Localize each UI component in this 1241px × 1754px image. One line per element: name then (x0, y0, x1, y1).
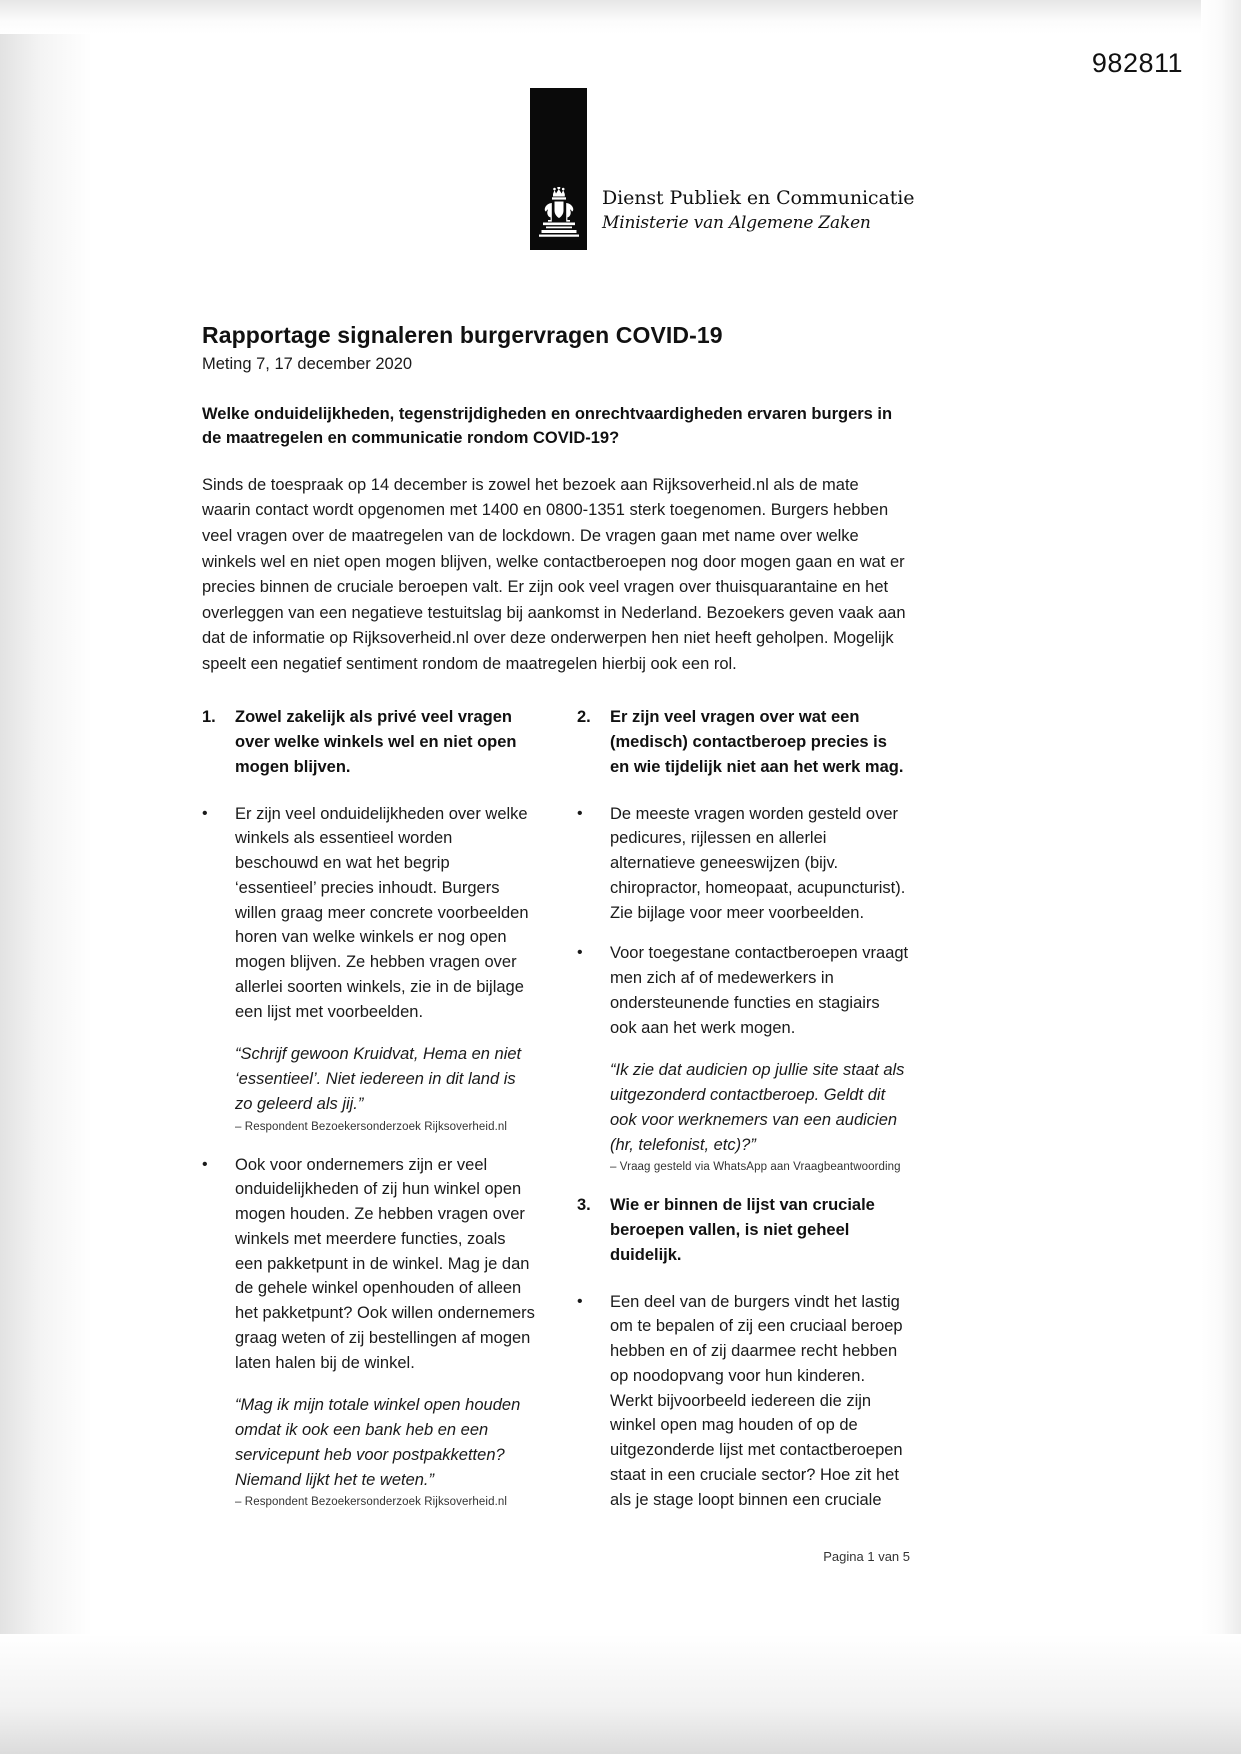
scan-edge-bottom (0, 1634, 1241, 1754)
quotation-attribution: – Vraag gesteld via WhatsApp aan Vraagbeantwoording (610, 1161, 901, 1174)
quotation: “Schrijf gewoon Kruidvat, Hema en niet ‘essentieel’. Niet iedereen in dit land is zo geleerd als jij.” (235, 1045, 522, 1113)
item-heading: Er zijn veel vragen over wat een (medisch) contactberoep precies is en wie tijdelijk niet aan het werk mag. (610, 708, 904, 776)
left-column (202, 705, 535, 1528)
scan-edge-top (0, 0, 1241, 34)
ministry-logo (530, 88, 914, 250)
bullet-text: De meeste vragen worden gesteld over pedicures, rijlessen en allerlei alternatieve geneeswijzen (bijv. chiropractor, homeopaat, acupuncturist). Zie bijlage voor meer voorbeelden. (610, 804, 906, 922)
document-subtitle: Meting 7, 17 december 2020 (202, 355, 413, 373)
bullet-text: Voor toegestane contactberoepen vraagt men zich af of medewerkers in ondersteunende functies en stagiairs ook aan het werk mogen. (610, 944, 909, 1037)
bullet-text: Ook voor ondernemers zijn er veel onduidelijkheden of zij hun winkel open mogen houden. Ze hebben vragen over winkels met meerdere functies, zoals een pakketpunt in de winkel. Mag je dan de gehele winkel openhouden of alleen het pakketpunt? Ook willen ondernemers graag weten of zij bestellingen af mogen laten halen bij de winkel. (235, 1155, 535, 1372)
numbered-item-2 (577, 705, 910, 779)
logo-text-block (602, 186, 914, 250)
document-number: 982811 (1091, 48, 1183, 78)
bullet-text: Een deel van de burgers vindt het lastig om te bepalen of zij een cruciaal beroep hebben en of zij daarmee recht hebben op noodopvang voor hun kinderen. Werkt bijvoorbeeld iedereen die zijn winkel open mag houden of op de uitgezonderde lijst met contactberoepen staat in een cruciale sector? Hoe zit het als je stage loopt binnen een cruciale (610, 1292, 903, 1509)
quotation: “Mag ik mijn totale winkel open houden omdat ik ook een bank heb en een servicepunt heb voor postpakketten? Niemand lijkt het te weten.” (235, 1396, 521, 1489)
bullet-icon: • (577, 804, 583, 822)
page-footer: Pagina 1 van 5 (823, 1549, 910, 1565)
scan-edge-left (0, 0, 92, 1754)
quotation-attribution: – Respondent Bezoekersonderzoek Rijksoverheid.nl (235, 1496, 508, 1509)
item-number: 2. (577, 708, 591, 727)
section-question-heading: Welke onduidelijkheden, tegenstrijdigheden en onrechtvaardigheden ervaren burgers in de maatregelen en communicatie rondom COVID-19? (202, 405, 893, 448)
item-heading: Zowel zakelijk als privé veel vragen over welke winkels wel en niet open mogen blijven. (235, 708, 517, 776)
list-item (577, 802, 910, 926)
right-column (577, 705, 910, 1565)
list-item (202, 1153, 535, 1376)
scan-edge-right (1201, 0, 1241, 1754)
list-item (577, 941, 910, 1040)
bullet-icon: • (577, 944, 583, 962)
numbered-item-1 (202, 705, 535, 779)
two-column-body (202, 705, 910, 1565)
logo-ministry: Ministerie van Algemene Zaken (602, 212, 871, 233)
document-content (202, 322, 910, 1565)
intro-paragraph: Sinds de toespraak op 14 december is zowel het bezoek aan Rijksoverheid.nl als de mate waarin contact wordt opgenomen met 1400 en 0800-1351 sterk toegenomen. Burgers hebben veel vragen over de maatregelen van de lockdown. De vragen gaan met name over welke winkels wel en niet open mogen blijven, welke contactberoepen nog door mogen gaan en wat er precies binnen de cruciale beroepen valt. Er zijn ook veel vragen over thuisquarantaine en het overleggen van een negatieve testuitslag bij aankomst in Nederland. Bezoekers geven vaak aan dat de informatie op Rijksoverheid.nl over deze onderwerpen hen niet heeft geholpen. Mogelijk speelt een negatief sentiment rondom de maatregelen hierbij ook een rol. (202, 475, 906, 673)
bullet-icon: • (202, 804, 208, 822)
bullet-text: Er zijn veel onduidelijkheden over welke winkels als essentieel worden beschouwd en wat het begrip ‘essentieel’ precies inhoudt. Burgers willen graag meer concrete voorbeelden horen van welke winkels er nog open mogen blijven. Ze hebben vragen over allerlei soorten winkels, zie in de bijlage een lijst met voorbeelden. (235, 804, 529, 1021)
netherlands-coat-of-arms-icon (537, 187, 581, 244)
item-heading: Wie er binnen de lijst van cruciale beroepen vallen, is niet geheel duidelijk. (610, 1196, 875, 1264)
item-number: 1. (202, 708, 216, 727)
bullet-icon: • (577, 1292, 583, 1310)
page-title: Rapportage signaleren burgervragen COVID-19 (202, 322, 723, 348)
list-item (202, 802, 535, 1025)
quotation: “Ik zie dat audicien op jullie site staat als uitgezonderd contactberoep. Geldt dit ook voor werknemers van een audicien (hr, telefonist, etc)?” (610, 1061, 905, 1154)
bullet-icon: • (202, 1155, 208, 1173)
list-item (577, 1290, 910, 1513)
logo-organisation: Dienst Publiek en Communicatie (602, 187, 915, 210)
item-number: 3. (577, 1196, 591, 1215)
logo-black-bar (530, 88, 587, 250)
numbered-item-3 (577, 1193, 910, 1267)
quotation-attribution: – Respondent Bezoekersonderzoek Rijksoverheid.nl (235, 1120, 508, 1133)
